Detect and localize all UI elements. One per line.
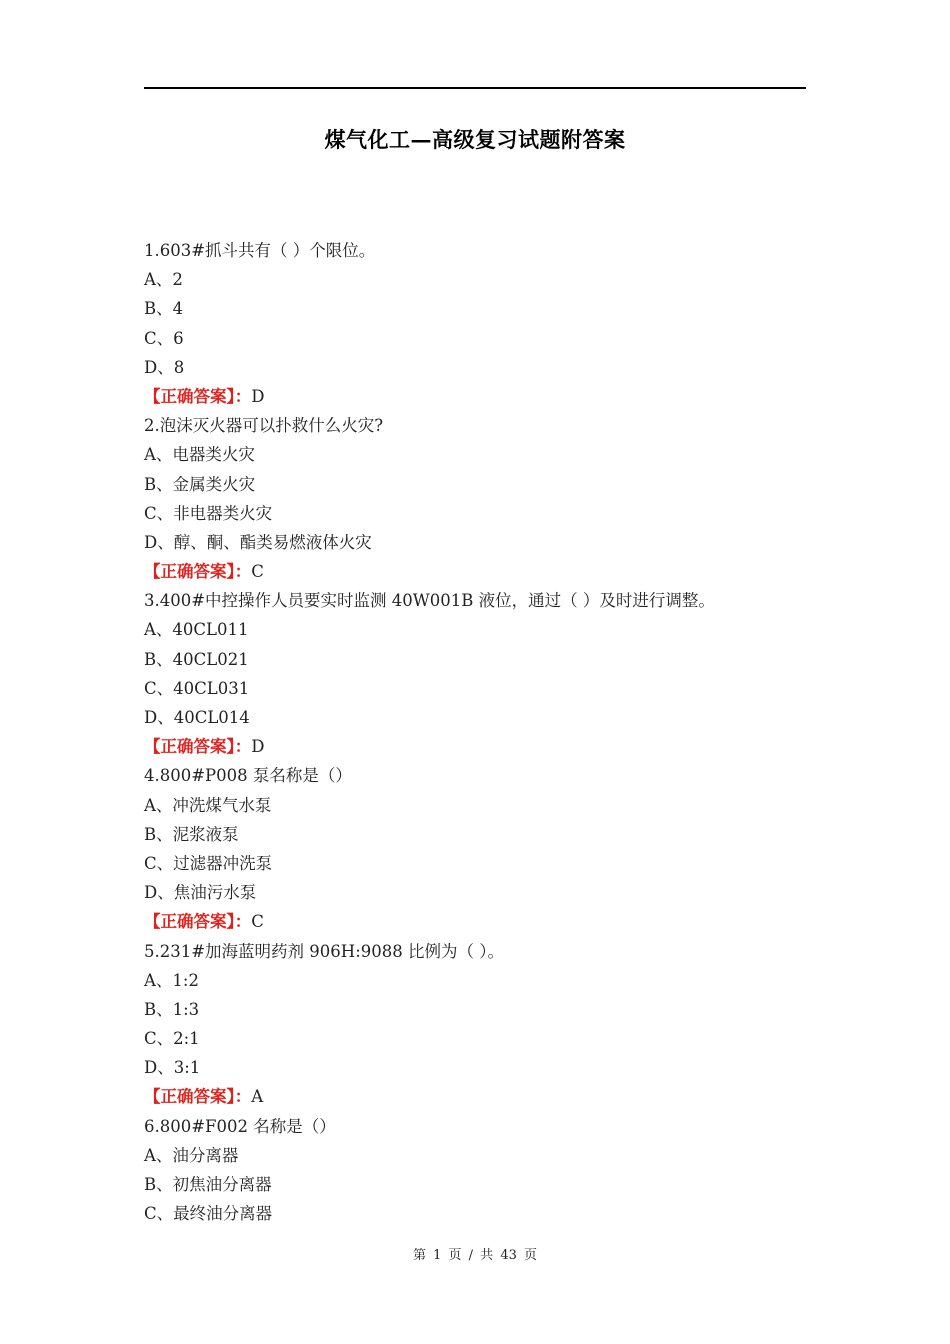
question-option: D、8 bbox=[144, 357, 185, 377]
answer-label: 【正确答案】： bbox=[144, 912, 252, 932]
question-list bbox=[144, 236, 806, 1228]
answer-value: C bbox=[251, 912, 264, 932]
question-stem: 1.603#抓斗共有（ ）个限位。 bbox=[144, 241, 376, 260]
answer-value: C bbox=[251, 562, 264, 582]
question-option: A、冲洗煤气水泵 bbox=[144, 795, 272, 815]
answer-line bbox=[144, 907, 806, 936]
question-option: A、油分离器 bbox=[144, 1145, 239, 1165]
question-option: A、40CL011 bbox=[144, 620, 249, 640]
question-option: B、4 bbox=[144, 299, 184, 319]
answer-label: 【正确答案】： bbox=[144, 737, 252, 757]
question-option: D、焦油污水泵 bbox=[144, 883, 257, 903]
question-option: B、泥浆液泵 bbox=[144, 824, 239, 844]
question-option: C、2:1 bbox=[144, 1029, 200, 1049]
question-option: A、1:2 bbox=[144, 970, 199, 990]
question-option: B、初焦油分离器 bbox=[144, 1175, 272, 1194]
question-stem: 5.231#加海蓝明药剂 906H:9088 比例为（ ）。 bbox=[144, 941, 504, 961]
answer-value: A bbox=[251, 1087, 264, 1107]
answer-label: 【正确答案】： bbox=[144, 386, 252, 406]
question-option: D、40CL014 bbox=[144, 708, 250, 727]
question-stem: 2.泡沫灭火器可以扑救什么火灾? bbox=[144, 416, 384, 436]
question-stem: 3.400#中控操作人员要实时监测 40W001B 液位，通过（ ）及时进行调整。 bbox=[144, 591, 715, 611]
question-stem: 4.800#P008 泵名称是（） bbox=[144, 766, 352, 786]
answer-label: 【正确答案】： bbox=[144, 562, 252, 582]
question-option: C、40CL031 bbox=[144, 678, 250, 698]
answer-line bbox=[144, 732, 806, 761]
answer-line bbox=[144, 1082, 806, 1111]
question-option: B、40CL021 bbox=[144, 649, 249, 669]
question-option: D、3:1 bbox=[144, 1058, 201, 1078]
page-title: 煤气化工—高级复习试题附答案 bbox=[324, 127, 626, 152]
answer-line bbox=[144, 382, 806, 411]
header-rule bbox=[144, 87, 806, 89]
answer-value: D bbox=[251, 386, 265, 406]
question-option: C、非电器类火灾 bbox=[144, 503, 273, 523]
question-option: B、金属类火灾 bbox=[144, 474, 256, 494]
question-option: A、2 bbox=[144, 270, 183, 290]
question-stem: 6.800#F002 名称是（） bbox=[144, 1116, 336, 1136]
answer-label: 【正确答案】： bbox=[144, 1087, 252, 1107]
question-option: C、最终油分离器 bbox=[144, 1204, 273, 1224]
question-option: B、1:3 bbox=[144, 999, 200, 1019]
page-footer: 第 1 页 / 共 43 页 bbox=[413, 1248, 537, 1263]
question-option: C、6 bbox=[144, 328, 184, 348]
question-option: C、过滤器冲洗泵 bbox=[144, 853, 273, 873]
question-option: A、电器类火灾 bbox=[144, 445, 255, 465]
answer-value: D bbox=[251, 737, 265, 757]
question-option: D、醇、酮、酯类易燃液体火灾 bbox=[144, 532, 372, 552]
answer-line bbox=[144, 557, 806, 586]
